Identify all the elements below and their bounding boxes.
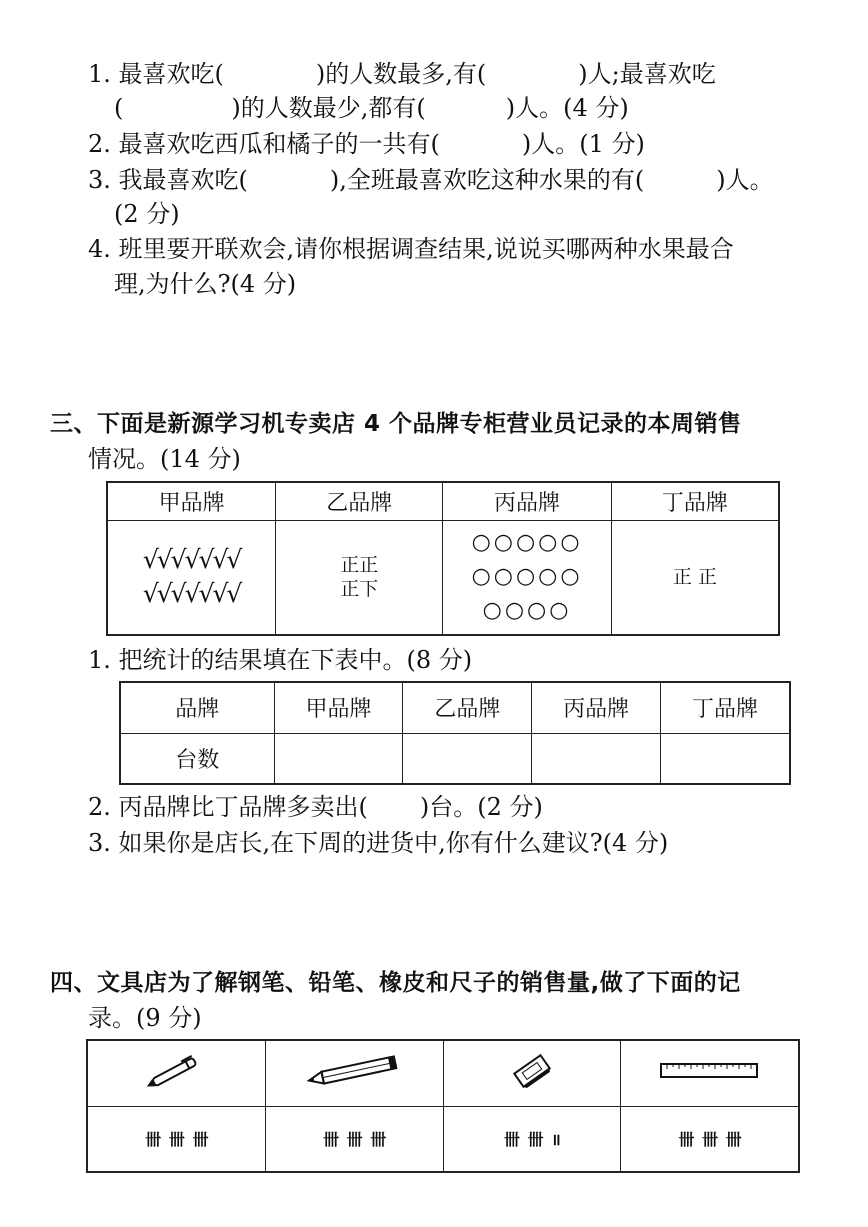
sales-record-table: [106, 481, 780, 636]
ding-marks-cell: [611, 520, 779, 635]
input-yi-count[interactable]: [403, 733, 532, 784]
s4-title-line2: 录。(9 分): [88, 1004, 202, 1032]
text: 2. 最喜欢吃西瓜和橘子的一共有(: [88, 130, 440, 158]
result-table: [119, 681, 791, 785]
pen-tally: 卌 卌 卌: [87, 1106, 265, 1172]
check-marks: √√√√√√√: [142, 545, 241, 575]
s3-title-line1: 三、下面是新源学习机专卖店 4 个品牌专柜营业员记录的本周销售: [50, 411, 742, 437]
s2-q3-line2: (2 分): [114, 200, 180, 228]
input-ding-count[interactable]: [661, 733, 790, 784]
s3-q3: 3. 如果你是店长,在下周的进货中,你有什么建议?(4 分): [88, 829, 669, 857]
circle-marks: ○○○○: [482, 598, 572, 624]
s3-title-line2: 情况。(14 分): [88, 445, 241, 473]
pencil-icon: [304, 1053, 404, 1089]
ruler-cell: [620, 1040, 799, 1106]
s4-title-line1: 四、文具店为了解钢笔、铅笔、橡皮和尺子的销售量,做了下面的记: [50, 970, 741, 996]
pencil-cell: [265, 1040, 443, 1106]
col-jia: 甲品牌: [274, 682, 403, 733]
zheng-tally: 正正: [340, 554, 379, 577]
text: 3. 我最喜欢吃(: [88, 166, 248, 194]
text: )人。(1 分): [521, 130, 645, 158]
col-ding: 丁品牌: [661, 682, 790, 733]
text: 1. 最喜欢吃(: [88, 60, 224, 88]
circle-marks: ○○○○○: [471, 564, 583, 590]
s2-q2: [88, 128, 645, 160]
eraser-cell: [443, 1040, 620, 1106]
text: 2. 丙品牌比丁品牌多卖出(: [88, 793, 368, 821]
s2-q1-line2: [114, 92, 629, 124]
header-bing: 丙品牌: [443, 482, 611, 520]
s2-q3-line1: [88, 164, 774, 196]
text: )人。(4 分): [505, 94, 629, 122]
pen-cell: [87, 1040, 265, 1106]
s2-q4-line1: 4. 班里要开联欢会,请你根据调查结果,说说买哪两种水果最合: [88, 235, 734, 263]
ruler-icon: [659, 1059, 759, 1083]
pencil-tally: 卌 卌 卌: [265, 1106, 443, 1172]
text: ),全班最喜欢吃这种水果的有(: [329, 166, 645, 194]
s2-q1-line1: [88, 58, 716, 90]
s3-q1: 1. 把统计的结果填在下表中。(8 分): [88, 646, 473, 674]
circle-marks: ○○○○○: [471, 530, 583, 556]
text: )的人数最少,都有(: [231, 94, 426, 122]
s2-q4-line2: 理,为什么?(4 分): [114, 270, 297, 298]
text: )人。: [716, 166, 774, 194]
col-yi: 乙品牌: [403, 682, 532, 733]
eraser-tally: 卌 卌 ॥: [443, 1106, 620, 1172]
header-ding: 丁品牌: [611, 482, 779, 520]
bing-marks-cell: [443, 520, 611, 635]
s3-q2: [88, 791, 543, 823]
text: )台。(2 分): [419, 793, 543, 821]
text: (: [114, 94, 124, 122]
text: )的人数最多,有(: [315, 60, 487, 88]
row-label-count: 台数: [120, 733, 274, 784]
input-jia-count[interactable]: [274, 733, 403, 784]
pen-icon: [141, 1053, 211, 1089]
col-bing: 丙品牌: [532, 682, 661, 733]
jia-marks-cell: [107, 520, 276, 635]
yi-marks-cell: [276, 520, 443, 635]
check-marks: √√√√√√√: [142, 579, 241, 609]
zheng-tally: 正下: [340, 578, 379, 601]
ruler-tally: 卌 卌 卌: [620, 1106, 799, 1172]
col-brand: 品牌: [120, 682, 274, 733]
header-yi: 乙品牌: [276, 482, 443, 520]
stationery-table: [86, 1039, 800, 1173]
header-jia: 甲品牌: [107, 482, 276, 520]
input-bing-count[interactable]: [532, 733, 661, 784]
eraser-icon: [510, 1051, 554, 1091]
zheng-tally: 正 正: [672, 566, 717, 589]
text: )人;最喜欢吃: [578, 60, 716, 88]
